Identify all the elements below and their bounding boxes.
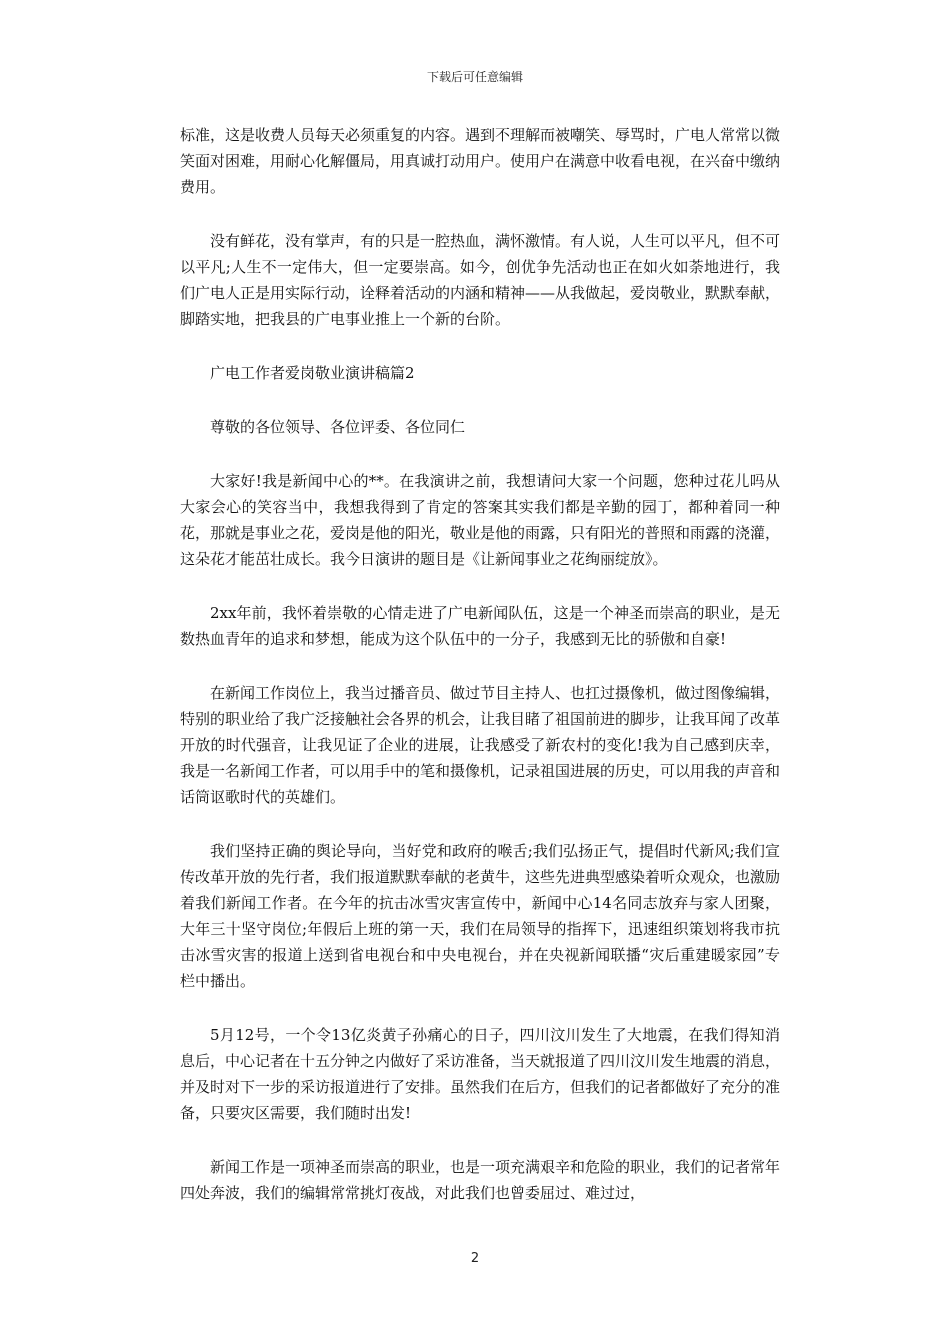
paragraph: 大家好!我是新闻中心的**。在我演讲之前，我想请问大家一个问题，您种过花儿吗从大家会心的笑容当中，我想我得到了肯定的答案其实我们都是辛勤的园丁，都种着同一种花，那就是事业之花，爱岗是他的阳光，敬业是他的雨露，只有阳光的普照和雨露的浇灌，这朵花才能茁壮成长。我今日演讲的题目是《让新闻事业之花绚丽绽放》。 bbox=[180, 472, 781, 568]
document-body bbox=[180, 122, 780, 1206]
paragraph: 在新闻工作岗位上，我当过播音员、做过节目主持人、也扛过摄像机，做过图像编辑，特别的职业给了我广泛接触社会各界的机会，让我目睹了祖国前进的脚步，让我耳闻了改革开放的时代强音，让我见证了企业的进展，让我感受了新农村的变化!我为自己感到庆幸，我是一名新闻工作者，可以用手中的笔和摄像机，记录祖国进展的历史，可以用我的声音和话筒讴歌时代的英雄们。 bbox=[180, 684, 781, 806]
page-header: 下载后可任意编辑 bbox=[426, 70, 523, 84]
salutation: 尊敬的各位领导、各位评委、各位同仁 bbox=[210, 418, 466, 436]
paragraph: 2xx年前，我怀着崇敬的心情走进了广电新闻队伍，这是一个神圣而崇高的职业，是无数热血青年的追求和梦想，能成为这个队伍中的一分子，我感到无比的骄傲和自豪! bbox=[180, 604, 780, 648]
section-heading: 广电工作者爱岗敬业演讲稿篇2 bbox=[210, 364, 415, 382]
paragraph: 我们坚持正确的舆论导向，当好党和政府的喉舌;我们弘扬正气，提倡时代新风;我们宣传改革开放的先行者，我们报道默默奉献的老黄牛，这些先进典型感染着听众观众，也激励着我们新闻工作者。在今年的抗击冰雪灾害宣传中，新闻中心14名同志放弃与家人团聚，大年三十坚守岗位;年假后上班的第一天，我们在局领导的指挥下，迅速组织策划将我市抗击冰雪灾害的报道上送到省电视台和中央电视台，并在央视新闻联播“灾后重建暖家园”专栏中播出。 bbox=[180, 842, 781, 990]
paragraph: 新闻工作是一项神圣而崇高的职业，也是一项充满艰辛和危险的职业，我们的记者常年四处奔波，我们的编辑常常挑灯夜战，对此我们也曾委屈过、难过过， bbox=[180, 1158, 781, 1202]
paragraph: 标准，这是收费人员每天必须重复的内容。遇到不理解而被嘲笑、辱骂时，广电人常常以微笑面对困难，用耐心化解僵局，用真诚打动用户。使用户在满意中收看电视，在兴奋中缴纳费用。 bbox=[180, 126, 781, 196]
page-number: 2 bbox=[470, 1251, 480, 1266]
paragraph: 5月12号，一个令13亿炎黄子孙痛心的日子，四川汶川发生了大地震，在我们得知消息后，中心记者在十五分钟之内做好了采访准备，当天就报道了四川汶川发生地震的消息，并及时对下一步的采访报道进行了安排。虽然我们在后方，但我们的记者都做好了充分的准备，只要灾区需要，我们随时出发! bbox=[180, 1026, 781, 1122]
paragraph: 没有鲜花，没有掌声，有的只是一腔热血，满怀激情。有人说，人生可以平凡，但不可以平凡;人生不一定伟大，但一定要崇高。如今，创优争先活动也正在如火如荼地进行，我们广电人正是用实际行动，诠释着活动的内涵和精神——从我做起，爱岗敬业，默默奉献，脚踏实地，把我县的广电事业推上一个新的台阶。 bbox=[180, 232, 781, 328]
